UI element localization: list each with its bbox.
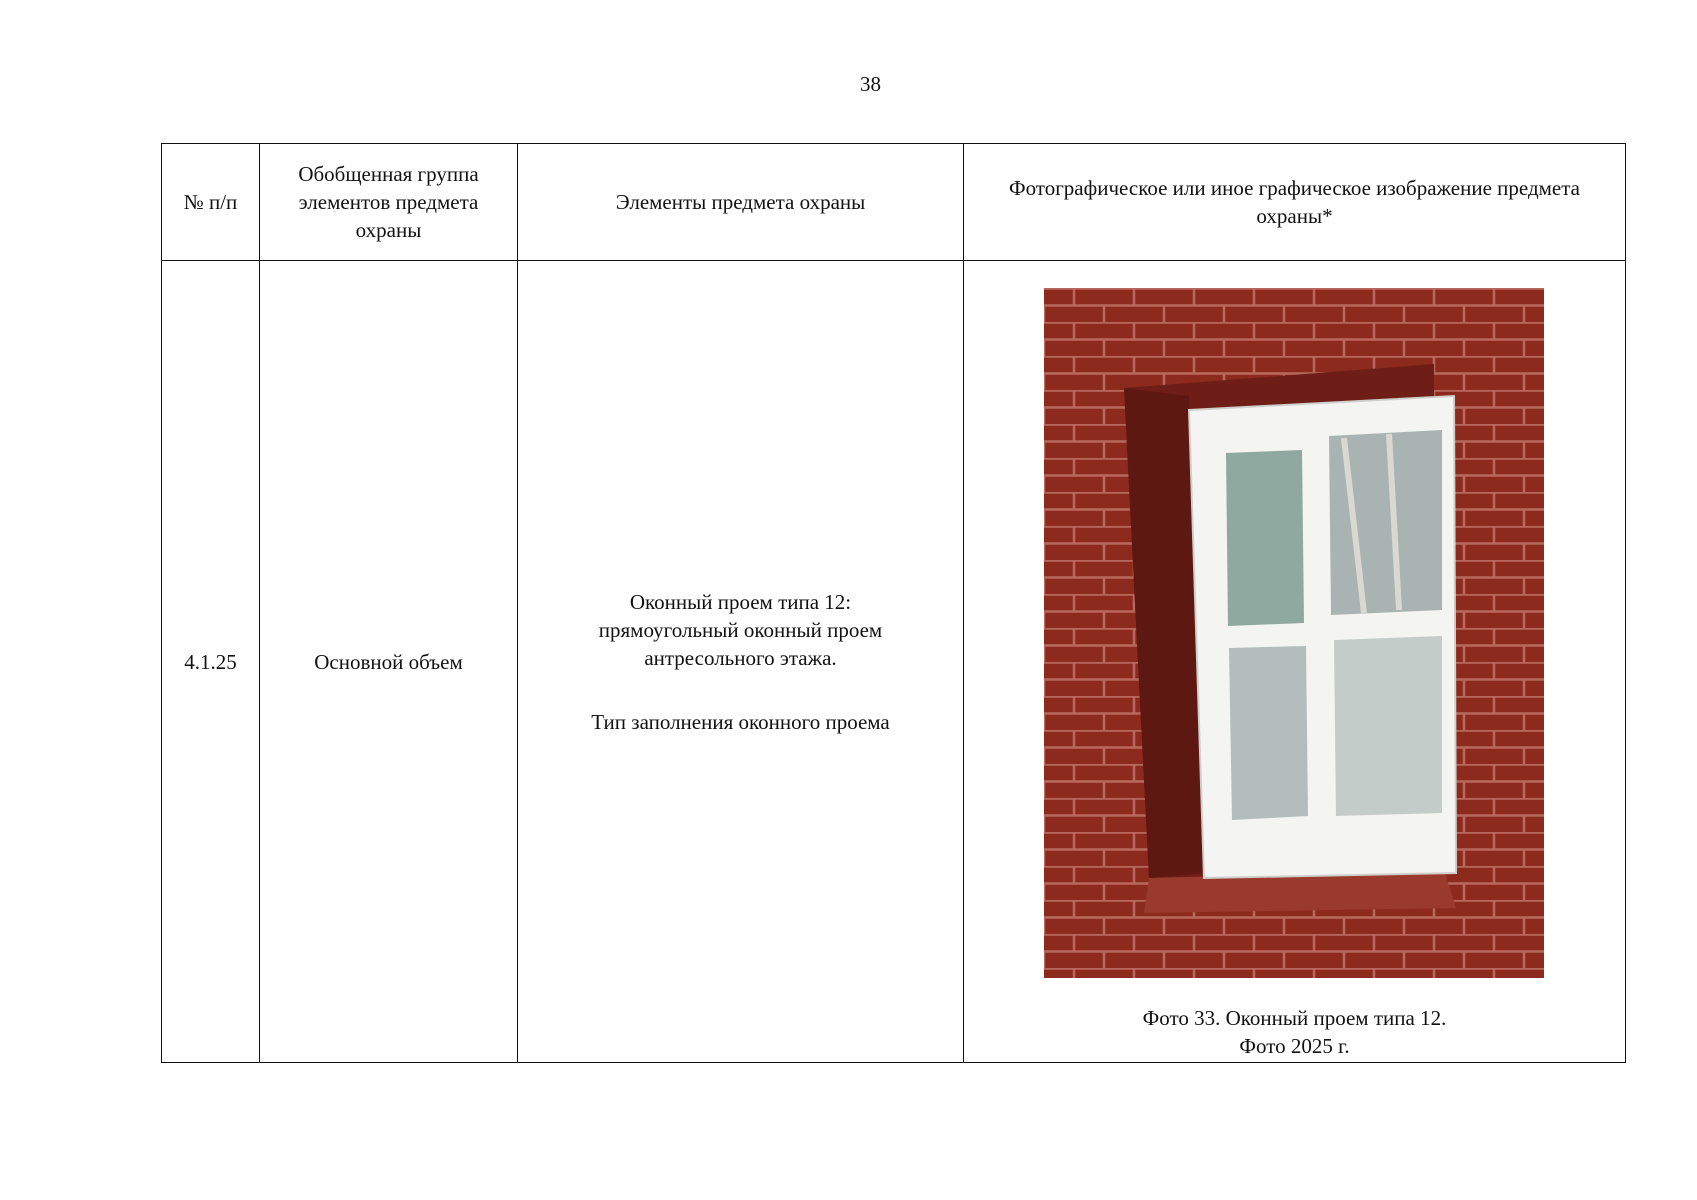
header-group: Обобщенная группа элементов предмета охраны — [260, 144, 518, 261]
page-number: 38 — [860, 72, 881, 96]
row-group: Основной объем — [260, 261, 518, 1063]
elements-line: прямоугольный оконный проем — [598, 617, 883, 642]
header-number: № п/п — [162, 144, 260, 261]
row-number: 4.1.25 — [162, 261, 260, 1063]
row-elements — [518, 261, 964, 1063]
caption-line: Фото 2025 г. — [1239, 1034, 1350, 1058]
window-photo-image — [1044, 288, 1544, 978]
table-row — [162, 261, 1626, 1063]
protection-table — [161, 143, 1626, 1063]
header-image: Фотографическое или иное графическое изображение предмета охраны* — [964, 144, 1626, 261]
elements-line: Оконный проем типа 12: — [629, 589, 852, 614]
row-image — [964, 261, 1626, 1063]
photo-caption — [964, 1004, 1625, 1060]
window-photo — [1044, 288, 1544, 978]
caption-line: Фото 33. Оконный проем типа 12. — [1142, 1006, 1447, 1030]
elements-line: антресольного этажа. — [644, 645, 837, 670]
table-header-row — [162, 144, 1626, 261]
header-elements: Элементы предмета охраны — [518, 144, 964, 261]
elements-line: Тип заполнения оконного проема — [591, 709, 890, 734]
